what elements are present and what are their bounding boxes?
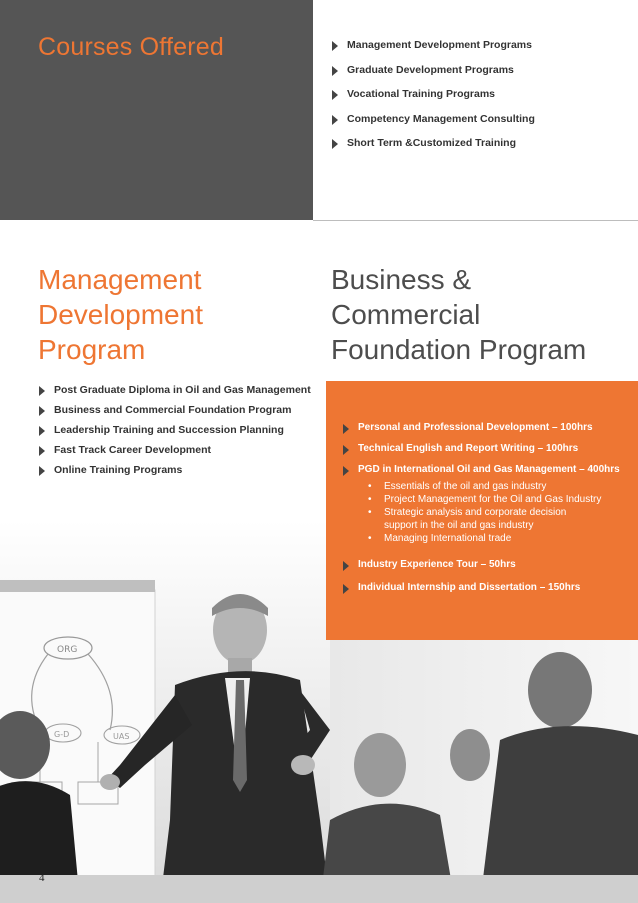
mdp-list	[38, 383, 328, 483]
list-item-label: Short Term &Customized Training	[347, 137, 516, 149]
list-item-label: Competency Management Consulting	[347, 112, 535, 125]
list-item-label: Business and Commercial Foundation Program	[54, 404, 292, 416]
list-item-label: Management Development Programs	[347, 39, 532, 51]
list-item	[331, 112, 631, 137]
triangle-bullet-icon	[332, 90, 338, 100]
bullet-dot-icon: •	[368, 481, 372, 492]
sub-list-item	[368, 532, 632, 545]
top-gray-block	[0, 0, 313, 220]
list-item	[38, 443, 328, 463]
sub-list-item	[368, 493, 632, 506]
triangle-bullet-icon	[343, 561, 349, 571]
pgd-subitem-list	[358, 480, 632, 545]
management-development-program-heading	[38, 262, 298, 367]
courses-offered-title: Courses Offered	[38, 33, 224, 61]
table-edge	[0, 875, 638, 903]
sub-list-item-label: Essentials of the oil and gas industry	[384, 481, 547, 492]
list-item-label: Personal and Professional Development – 100hrs	[358, 422, 593, 433]
list-item-label: Fast Track Career Development	[54, 444, 211, 456]
sub-list-item-label: Project Management for the Oil and Gas Industry	[384, 494, 602, 505]
triangle-bullet-icon	[39, 426, 45, 436]
list-item-label: Individual Internship and Dissertation – 150hrs	[358, 582, 581, 593]
triangle-bullet-icon	[332, 115, 338, 125]
heading-line: Management	[38, 264, 202, 295]
triangle-bullet-icon	[39, 466, 45, 476]
heading-line: Foundation Program	[331, 334, 587, 365]
heading-line: Program	[38, 334, 146, 365]
list-item	[342, 421, 632, 434]
sub-list-item	[368, 506, 632, 532]
list-item	[38, 463, 328, 483]
bullet-dot-icon: •	[368, 533, 372, 544]
list-item	[38, 423, 328, 443]
list-item	[342, 581, 632, 594]
list-item	[331, 38, 631, 63]
whiteboard-word: UAS	[113, 732, 130, 741]
list-item-label: Graduate Development Programs	[347, 63, 514, 76]
sub-list-item-label: Strategic analysis and corporate decision support in the oil and gas industry	[384, 507, 567, 531]
list-item-label: Leadership Training and Succession Planning	[54, 424, 284, 436]
list-item	[331, 63, 631, 88]
triangle-bullet-icon	[39, 446, 45, 456]
triangle-bullet-icon	[343, 445, 349, 455]
list-item-label: PGD in International Oil and Gas Management – 400hrs	[358, 464, 620, 475]
triangle-bullet-icon	[39, 386, 45, 396]
bullet-dot-icon: •	[368, 507, 372, 518]
list-item	[331, 87, 631, 112]
heading-line: Business &	[331, 264, 472, 295]
list-item	[342, 442, 632, 455]
triangle-bullet-icon	[332, 41, 338, 51]
whiteboard-word: G-D	[54, 730, 70, 739]
triangle-bullet-icon	[343, 584, 349, 594]
list-item-label: Online Training Programs	[54, 464, 183, 476]
list-item-label: Vocational Training Programs	[347, 88, 496, 100]
list-item-label: Technical English and Report Writing – 100hrs	[358, 443, 579, 454]
triangle-bullet-icon	[39, 406, 45, 416]
bullet-dot-icon: •	[368, 494, 372, 505]
business-commercial-foundation-heading	[331, 262, 631, 367]
section-divider	[313, 220, 638, 221]
sub-list-item	[368, 480, 632, 493]
heading-line: Development	[38, 299, 203, 330]
list-item	[342, 463, 632, 545]
heading-line: Commercial	[331, 299, 481, 330]
triangle-bullet-icon	[332, 139, 338, 149]
bcf-orange-panel	[326, 381, 638, 640]
whiteboard-word: ORG	[57, 645, 78, 655]
courses-list	[331, 38, 631, 161]
list-item-label: Industry Experience Tour – 50hrs	[358, 559, 516, 570]
sub-list-item-label: Managing International trade	[384, 533, 512, 544]
triangle-bullet-icon	[332, 66, 338, 76]
list-item	[38, 383, 328, 403]
list-item	[38, 403, 328, 423]
triangle-bullet-icon	[343, 466, 349, 476]
triangle-bullet-icon	[343, 424, 349, 434]
list-item-label: Post Graduate Diploma in Oil and Gas Management	[54, 384, 311, 396]
bcf-list	[342, 421, 632, 594]
page-number: 4	[39, 872, 45, 884]
list-item	[342, 558, 632, 571]
list-item	[331, 136, 631, 161]
